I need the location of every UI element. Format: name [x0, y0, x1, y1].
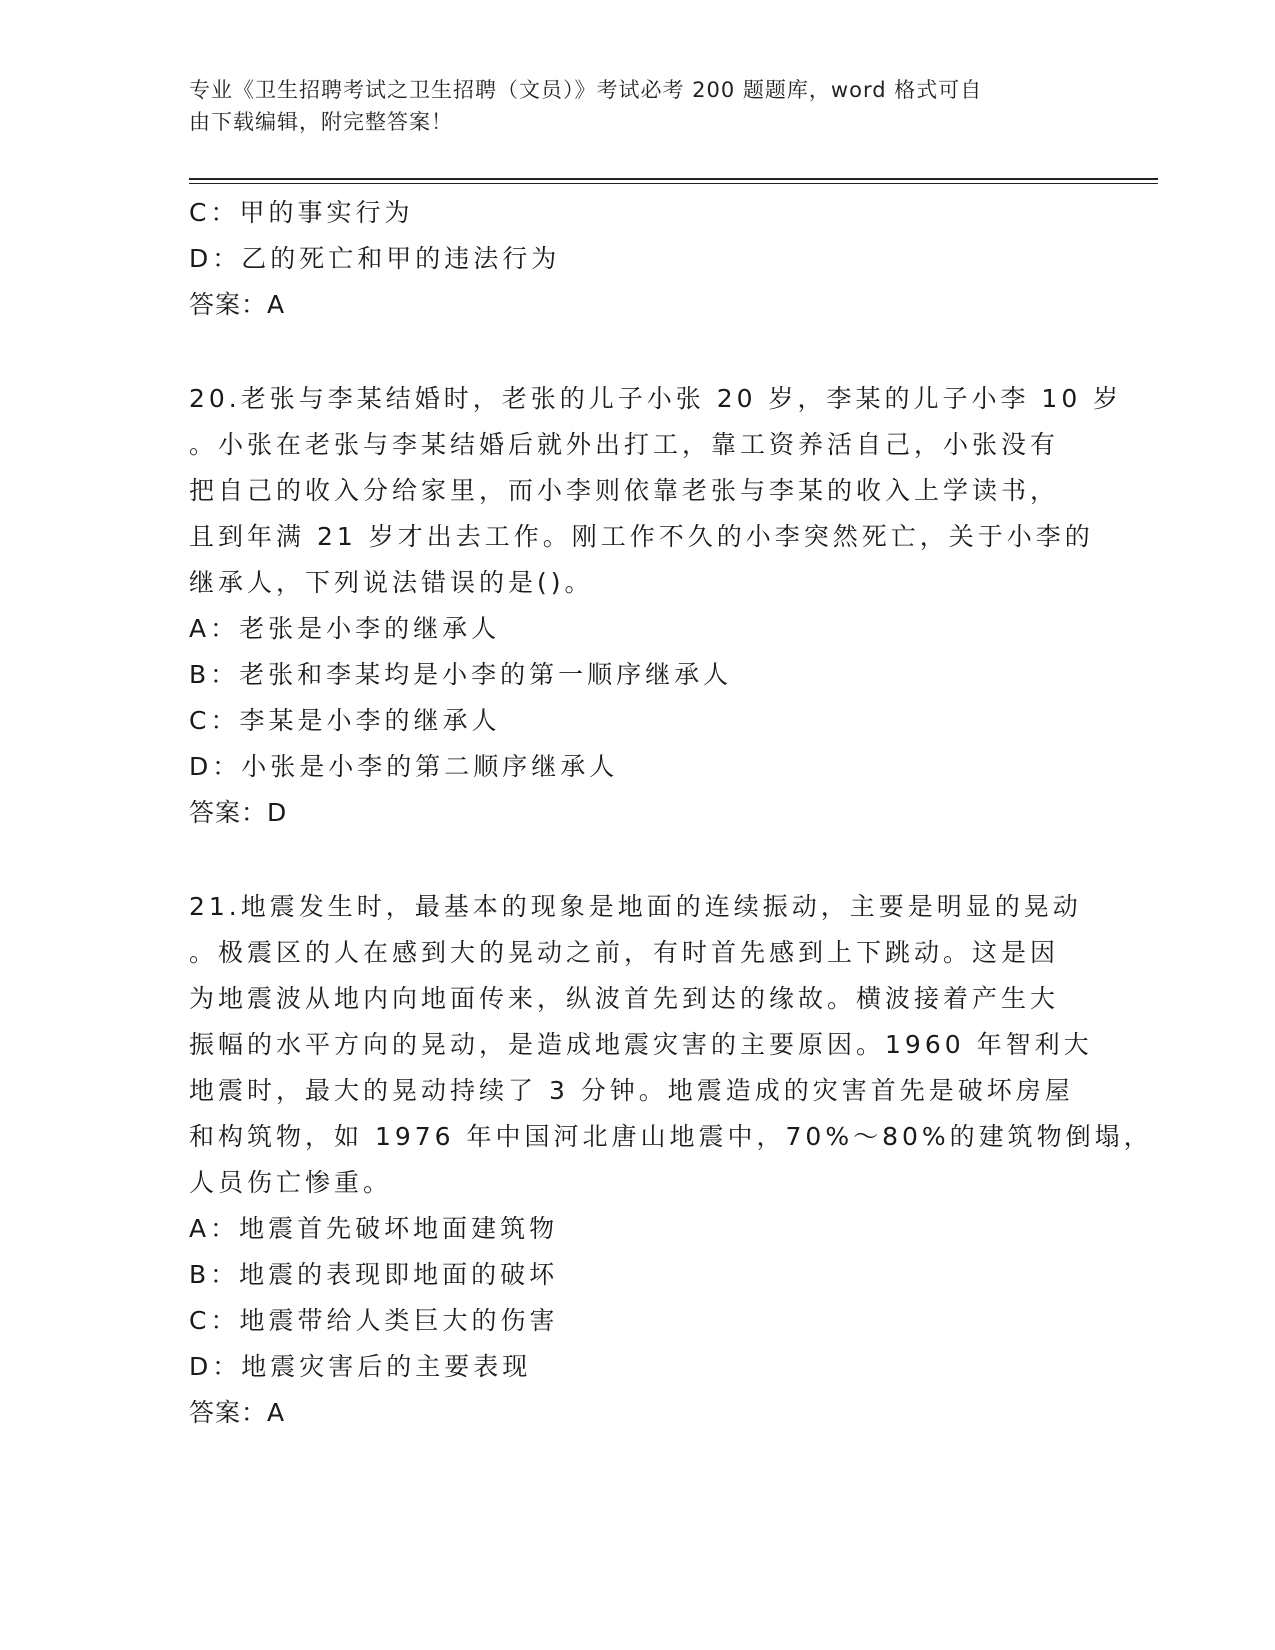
option-c: C：地震带给人类巨大的伤害: [189, 1306, 559, 1335]
question-20: [189, 376, 1123, 836]
previous-question: [189, 190, 1089, 328]
option-b: B：地震的表现即地面的破坏: [189, 1260, 559, 1289]
question-stem-line: 为地震波从地内向地面传来，纵波首先到达的缘故。横波接着产生大: [189, 984, 1060, 1013]
option-a: A：地震首先破坏地面建筑物: [189, 1214, 559, 1243]
header-rule-thick: [189, 178, 1158, 180]
question-stem-line: 振幅的水平方向的晃动，是造成地震灾害的主要原因。1960 年智利大: [189, 1030, 1093, 1059]
option-d: D：乙的死亡和甲的违法行为: [189, 244, 561, 273]
question-stem-line: 人员伤亡惨重。: [189, 1168, 393, 1197]
question-stem-line: 21.地震发生时，最基本的现象是地面的连续振动，主要是明显的晃动: [189, 892, 1082, 921]
question-stem-line: 20.老张与李某结婚时，老张的儿子小张 20 岁，李某的儿子小李 10 岁: [189, 384, 1123, 413]
option-c: C：甲的事实行为: [189, 198, 414, 227]
option-a: A：老张是小李的继承人: [189, 614, 501, 643]
spacer: [189, 836, 1089, 884]
option-b: B：老张和李某均是小李的第一顺序继承人: [189, 660, 733, 689]
header-line-2: 由下载编辑，附完整答案！: [189, 110, 453, 134]
answer-line: 答案：A: [189, 1398, 286, 1427]
spacer: [189, 328, 1089, 376]
question-21: [189, 884, 1153, 1436]
answer-line: 答案：D: [189, 798, 288, 827]
question-stem-line: 继承人，下列说法错误的是()。: [189, 568, 594, 597]
document-header: [189, 74, 1089, 138]
answer-line: 答案：A: [189, 290, 286, 319]
question-stem-line: 。小张在老张与李某结婚后就外出打工，靠工资养活自己，小张没有: [189, 430, 1060, 459]
question-stem-line: 且到年满 21 岁才出去工作。刚工作不久的小李突然死亡，关于小李的: [189, 522, 1094, 551]
option-d: D：小张是小李的第二顺序继承人: [189, 752, 619, 781]
option-d: D：地震灾害后的主要表现: [189, 1352, 532, 1381]
header-line-1: 专业《卫生招聘考试之卫生招聘（文员）》考试必考 200 题题库，word 格式可自: [189, 78, 983, 102]
question-stem-line: 和构筑物，如 1976 年中国河北唐山地震中，70%～80%的建筑物倒塌，: [189, 1122, 1153, 1151]
option-c: C：李某是小李的继承人: [189, 706, 501, 735]
document-body: [189, 190, 1153, 1436]
question-stem-line: 地震时，最大的晃动持续了 3 分钟。地震造成的灾害首先是破坏房屋: [189, 1076, 1074, 1105]
header-rule-thin: [189, 183, 1158, 184]
question-stem-line: 。极震区的人在感到大的晃动之前，有时首先感到上下跳动。这是因: [189, 938, 1060, 967]
question-stem-line: 把自己的收入分给家里，而小李则依靠老张与李某的收入上学读书，: [189, 476, 1060, 505]
